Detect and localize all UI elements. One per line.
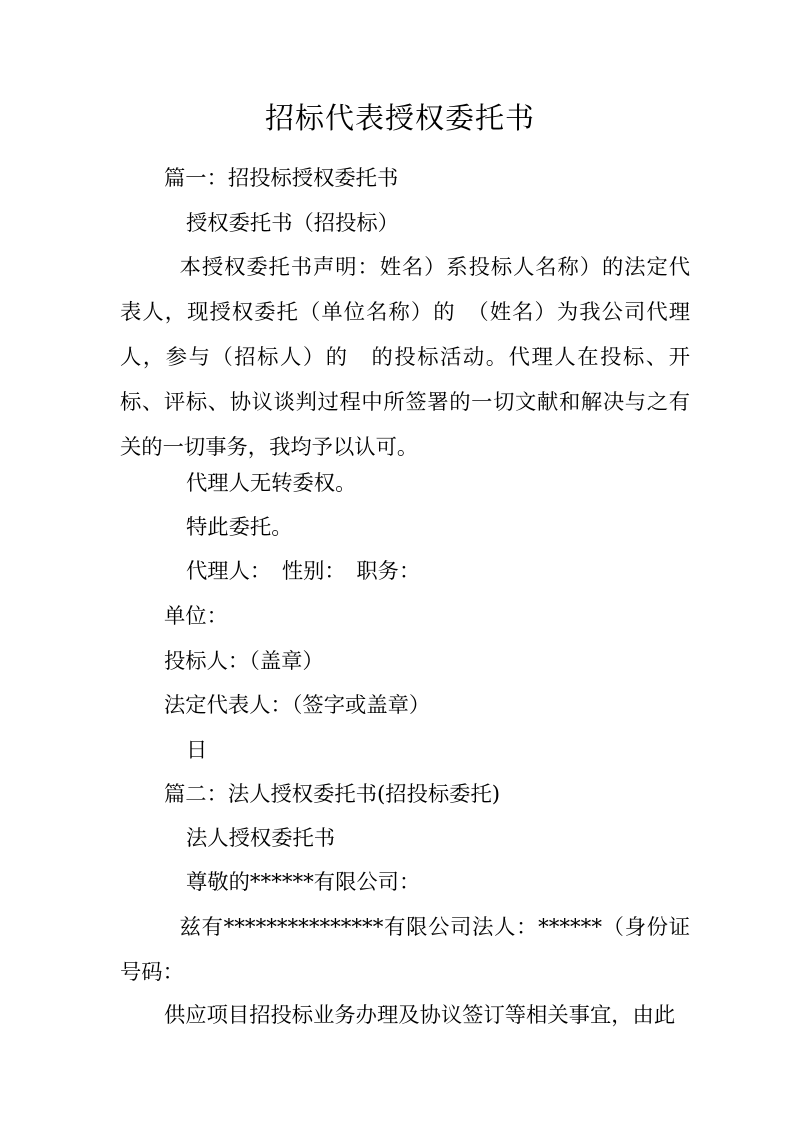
day-label: 日 xyxy=(186,738,208,763)
agent-fields-line: 代理人： 性别： 职务： xyxy=(186,559,421,584)
document-title: 招标代表授权委托书 xyxy=(264,101,535,135)
unit-label: 单位： xyxy=(164,604,228,629)
section1-subtitle: 授权委托书（招投标） xyxy=(186,211,399,236)
section1-heading: 篇一：招投标授权委托书 xyxy=(164,166,399,191)
section2-subtitle: 法人授权委托书 xyxy=(186,826,336,851)
legal-representative-label: 法定代表人：（签字或盖章） xyxy=(164,693,431,718)
salutation-line: 尊敬的******有限公司： xyxy=(186,870,421,895)
hereby-entrust-line: 特此委托。 xyxy=(186,515,293,540)
section1-statement-paragraph: 本授权委托书声明：姓名）系投标人名称）的法定代表人，现授权委托（单位名称）的 （姓名）为我公司代理人，参与（招标人）的 的投标活动。代理人在投标、开标、评标、协议谈判过程中所签署的一切文献和解决与之有关的一切事务，我均予以认可。 xyxy=(120,255,690,460)
no-sub-delegation-line: 代理人无转委权。 xyxy=(186,471,357,496)
bidder-seal-label: 投标人：（盖章） xyxy=(164,649,324,674)
section2-heading: 篇二：法人授权委托书(招投标委托) xyxy=(164,782,501,807)
section2-last-line: 供应项目招投标业务办理及协议签订等相关事宜，由此 xyxy=(164,1003,676,1028)
section2-intro-paragraph: 兹有***************有限公司法人：******（身份证号码： xyxy=(120,915,690,985)
